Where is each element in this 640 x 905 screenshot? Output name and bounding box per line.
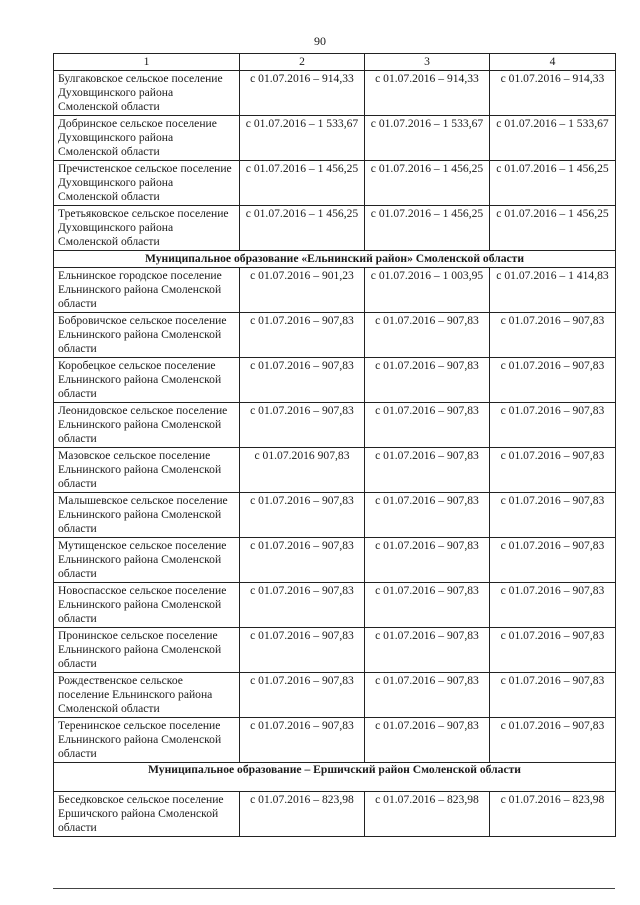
tariff-value-cell: с 01.07.2016 – 907,83 (365, 628, 490, 673)
tariff-value-cell: с 01.07.2016 – 907,83 (365, 358, 490, 403)
tariff-value-cell: с 01.07.2016 – 907,83 (365, 673, 490, 718)
tariff-value-cell: с 01.07.2016 – 907,83 (240, 358, 365, 403)
settlement-name-cell: Теренинское сельское поселение Ельнинского района Смоленской области (54, 718, 240, 763)
tariff-value-cell: с 01.07.2016 – 907,83 (240, 628, 365, 673)
table-row (54, 792, 616, 837)
tariff-value-cell: с 01.07.2016 – 907,83 (490, 358, 616, 403)
settlement-name-cell: Третьяковское сельское поселение Духовщинского района Смоленской области (54, 206, 240, 251)
footer-rule (53, 888, 615, 889)
tariff-value-cell: с 01.07.2016 – 823,98 (365, 792, 490, 837)
settlement-name-cell: Пронинское сельское поселение Ельнинского района Смоленской области (54, 628, 240, 673)
tariff-value-cell: с 01.07.2016 – 1 533,67 (365, 116, 490, 161)
tariff-value-cell: с 01.07.2016 – 907,83 (365, 313, 490, 358)
tariff-value-cell: с 01.07.2016 – 823,98 (490, 792, 616, 837)
section-title: Муниципальное образование – Ершичский район Смоленской области (54, 763, 616, 792)
settlement-name-cell: Добринское сельское поселение Духовщинского района Смоленской области (54, 116, 240, 161)
table-row (54, 673, 616, 718)
table-row (54, 493, 616, 538)
tariff-value-cell: с 01.07.2016 – 1 456,25 (240, 206, 365, 251)
tariff-value-cell: с 01.07.2016 – 1 533,67 (490, 116, 616, 161)
settlement-name-cell: Рождественское сельское поселение Ельнинского района Смоленской области (54, 673, 240, 718)
tariff-value-cell: с 01.07.2016 – 907,83 (490, 403, 616, 448)
tariff-value-cell: с 01.07.2016 – 1 533,67 (240, 116, 365, 161)
tariff-value-cell: с 01.07.2016 – 907,83 (490, 448, 616, 493)
tariff-value-cell: с 01.07.2016 – 823,98 (240, 792, 365, 837)
tariff-value-cell: с 01.07.2016 – 907,83 (490, 718, 616, 763)
table-row (54, 718, 616, 763)
tariff-value-cell: с 01.07.2016 – 914,33 (240, 71, 365, 116)
settlement-name-cell: Булгаковское сельское поселение Духовщинского района Смоленской области (54, 71, 240, 116)
tariff-value-cell: с 01.07.2016 – 907,83 (240, 718, 365, 763)
table-body (54, 71, 616, 837)
tariff-value-cell: с 01.07.2016 – 907,83 (240, 313, 365, 358)
tariff-value-cell: с 01.07.2016 – 907,83 (365, 583, 490, 628)
tariff-value-cell: с 01.07.2016 – 1 003,95 (365, 268, 490, 313)
settlement-name-cell: Леонидовское сельское поселение Ельнинского района Смоленской области (54, 403, 240, 448)
settlement-name-cell: Малышевское сельское поселение Ельнинского района Смоленской области (54, 493, 240, 538)
tariff-value-cell: с 01.07.2016 – 907,83 (490, 673, 616, 718)
table-row (54, 313, 616, 358)
tariff-value-cell: с 01.07.2016 – 907,83 (490, 583, 616, 628)
table-row (54, 403, 616, 448)
tariff-value-cell: с 01.07.2016 – 901,23 (240, 268, 365, 313)
tariff-value-cell: с 01.07.2016 – 907,83 (240, 583, 365, 628)
tariff-value-cell: с 01.07.2016 – 907,83 (240, 673, 365, 718)
column-header-2: 2 (240, 54, 365, 71)
table-row (54, 583, 616, 628)
tariff-value-cell: с 01.07.2016 – 907,83 (240, 538, 365, 583)
tariff-value-cell: с 01.07.2016 – 907,83 (365, 448, 490, 493)
tariff-value-cell: с 01.07.2016 – 1 414,83 (490, 268, 616, 313)
settlement-name-cell: Мазовское сельское поселение Ельнинского района Смоленской области (54, 448, 240, 493)
settlement-name-cell: Пречистенское сельское поселение Духовщинского района Смоленской области (54, 161, 240, 206)
tariff-value-cell: с 01.07.2016 – 907,83 (365, 718, 490, 763)
table-row (54, 116, 616, 161)
tariff-value-cell: с 01.07.2016 – 1 456,25 (365, 206, 490, 251)
page-number: 90 (314, 34, 326, 48)
tariff-value-cell: с 01.07.2016 – 907,83 (490, 538, 616, 583)
tariff-value-cell: с 01.07.2016 – 907,83 (240, 493, 365, 538)
tariff-value-cell: с 01.07.2016 – 1 456,25 (490, 206, 616, 251)
settlement-name-cell: Беседковское сельское поселение Ершичского района Смоленской области (54, 792, 240, 837)
tariff-value-cell: с 01.07.2016 – 907,83 (240, 403, 365, 448)
table-row (54, 206, 616, 251)
header-row (54, 54, 616, 71)
section-header-row (54, 763, 616, 792)
tariff-value-cell: с 01.07.2016 – 1 456,25 (365, 161, 490, 206)
tariff-value-cell: с 01.07.2016 – 907,83 (490, 493, 616, 538)
table-row (54, 628, 616, 673)
settlement-name-cell: Новоспасское сельское поселение Ельнинского района Смоленской области (54, 583, 240, 628)
tariff-value-cell: с 01.07.2016 – 914,33 (365, 71, 490, 116)
tariff-value-cell: с 01.07.2016 – 1 456,25 (490, 161, 616, 206)
tariff-value-cell: с 01.07.2016 – 907,83 (365, 538, 490, 583)
settlement-name-cell: Ельнинское городское поселение Ельнинского района Смоленской области (54, 268, 240, 313)
tariff-value-cell: с 01.07.2016 – 914,33 (490, 71, 616, 116)
settlement-name-cell: Коробецкое сельское поселение Ельнинского района Смоленской области (54, 358, 240, 403)
tariff-value-cell: с 01.07.2016 907,83 (240, 448, 365, 493)
table-row (54, 448, 616, 493)
tariff-value-cell: с 01.07.2016 – 1 456,25 (240, 161, 365, 206)
settlement-name-cell: Бобровичское сельское поселение Ельнинского района Смоленской области (54, 313, 240, 358)
section-title: Муниципальное образование «Ельнинский район» Смоленской области (54, 251, 616, 268)
tariff-value-cell: с 01.07.2016 – 907,83 (365, 403, 490, 448)
table-row (54, 268, 616, 313)
table-row (54, 161, 616, 206)
tariff-value-cell: с 01.07.2016 – 907,83 (365, 493, 490, 538)
table-row (54, 71, 616, 116)
tariff-value-cell: с 01.07.2016 – 907,83 (490, 628, 616, 673)
column-header-4: 4 (490, 54, 616, 71)
tariff-table (53, 53, 616, 837)
settlement-name-cell: Мутищенское сельское поселение Ельнинского района Смоленской области (54, 538, 240, 583)
section-header-row (54, 251, 616, 268)
column-header-1: 1 (54, 54, 240, 71)
tariff-value-cell: с 01.07.2016 – 907,83 (490, 313, 616, 358)
table-row (54, 358, 616, 403)
column-header-3: 3 (365, 54, 490, 71)
table-header (54, 54, 616, 71)
table-row (54, 538, 616, 583)
